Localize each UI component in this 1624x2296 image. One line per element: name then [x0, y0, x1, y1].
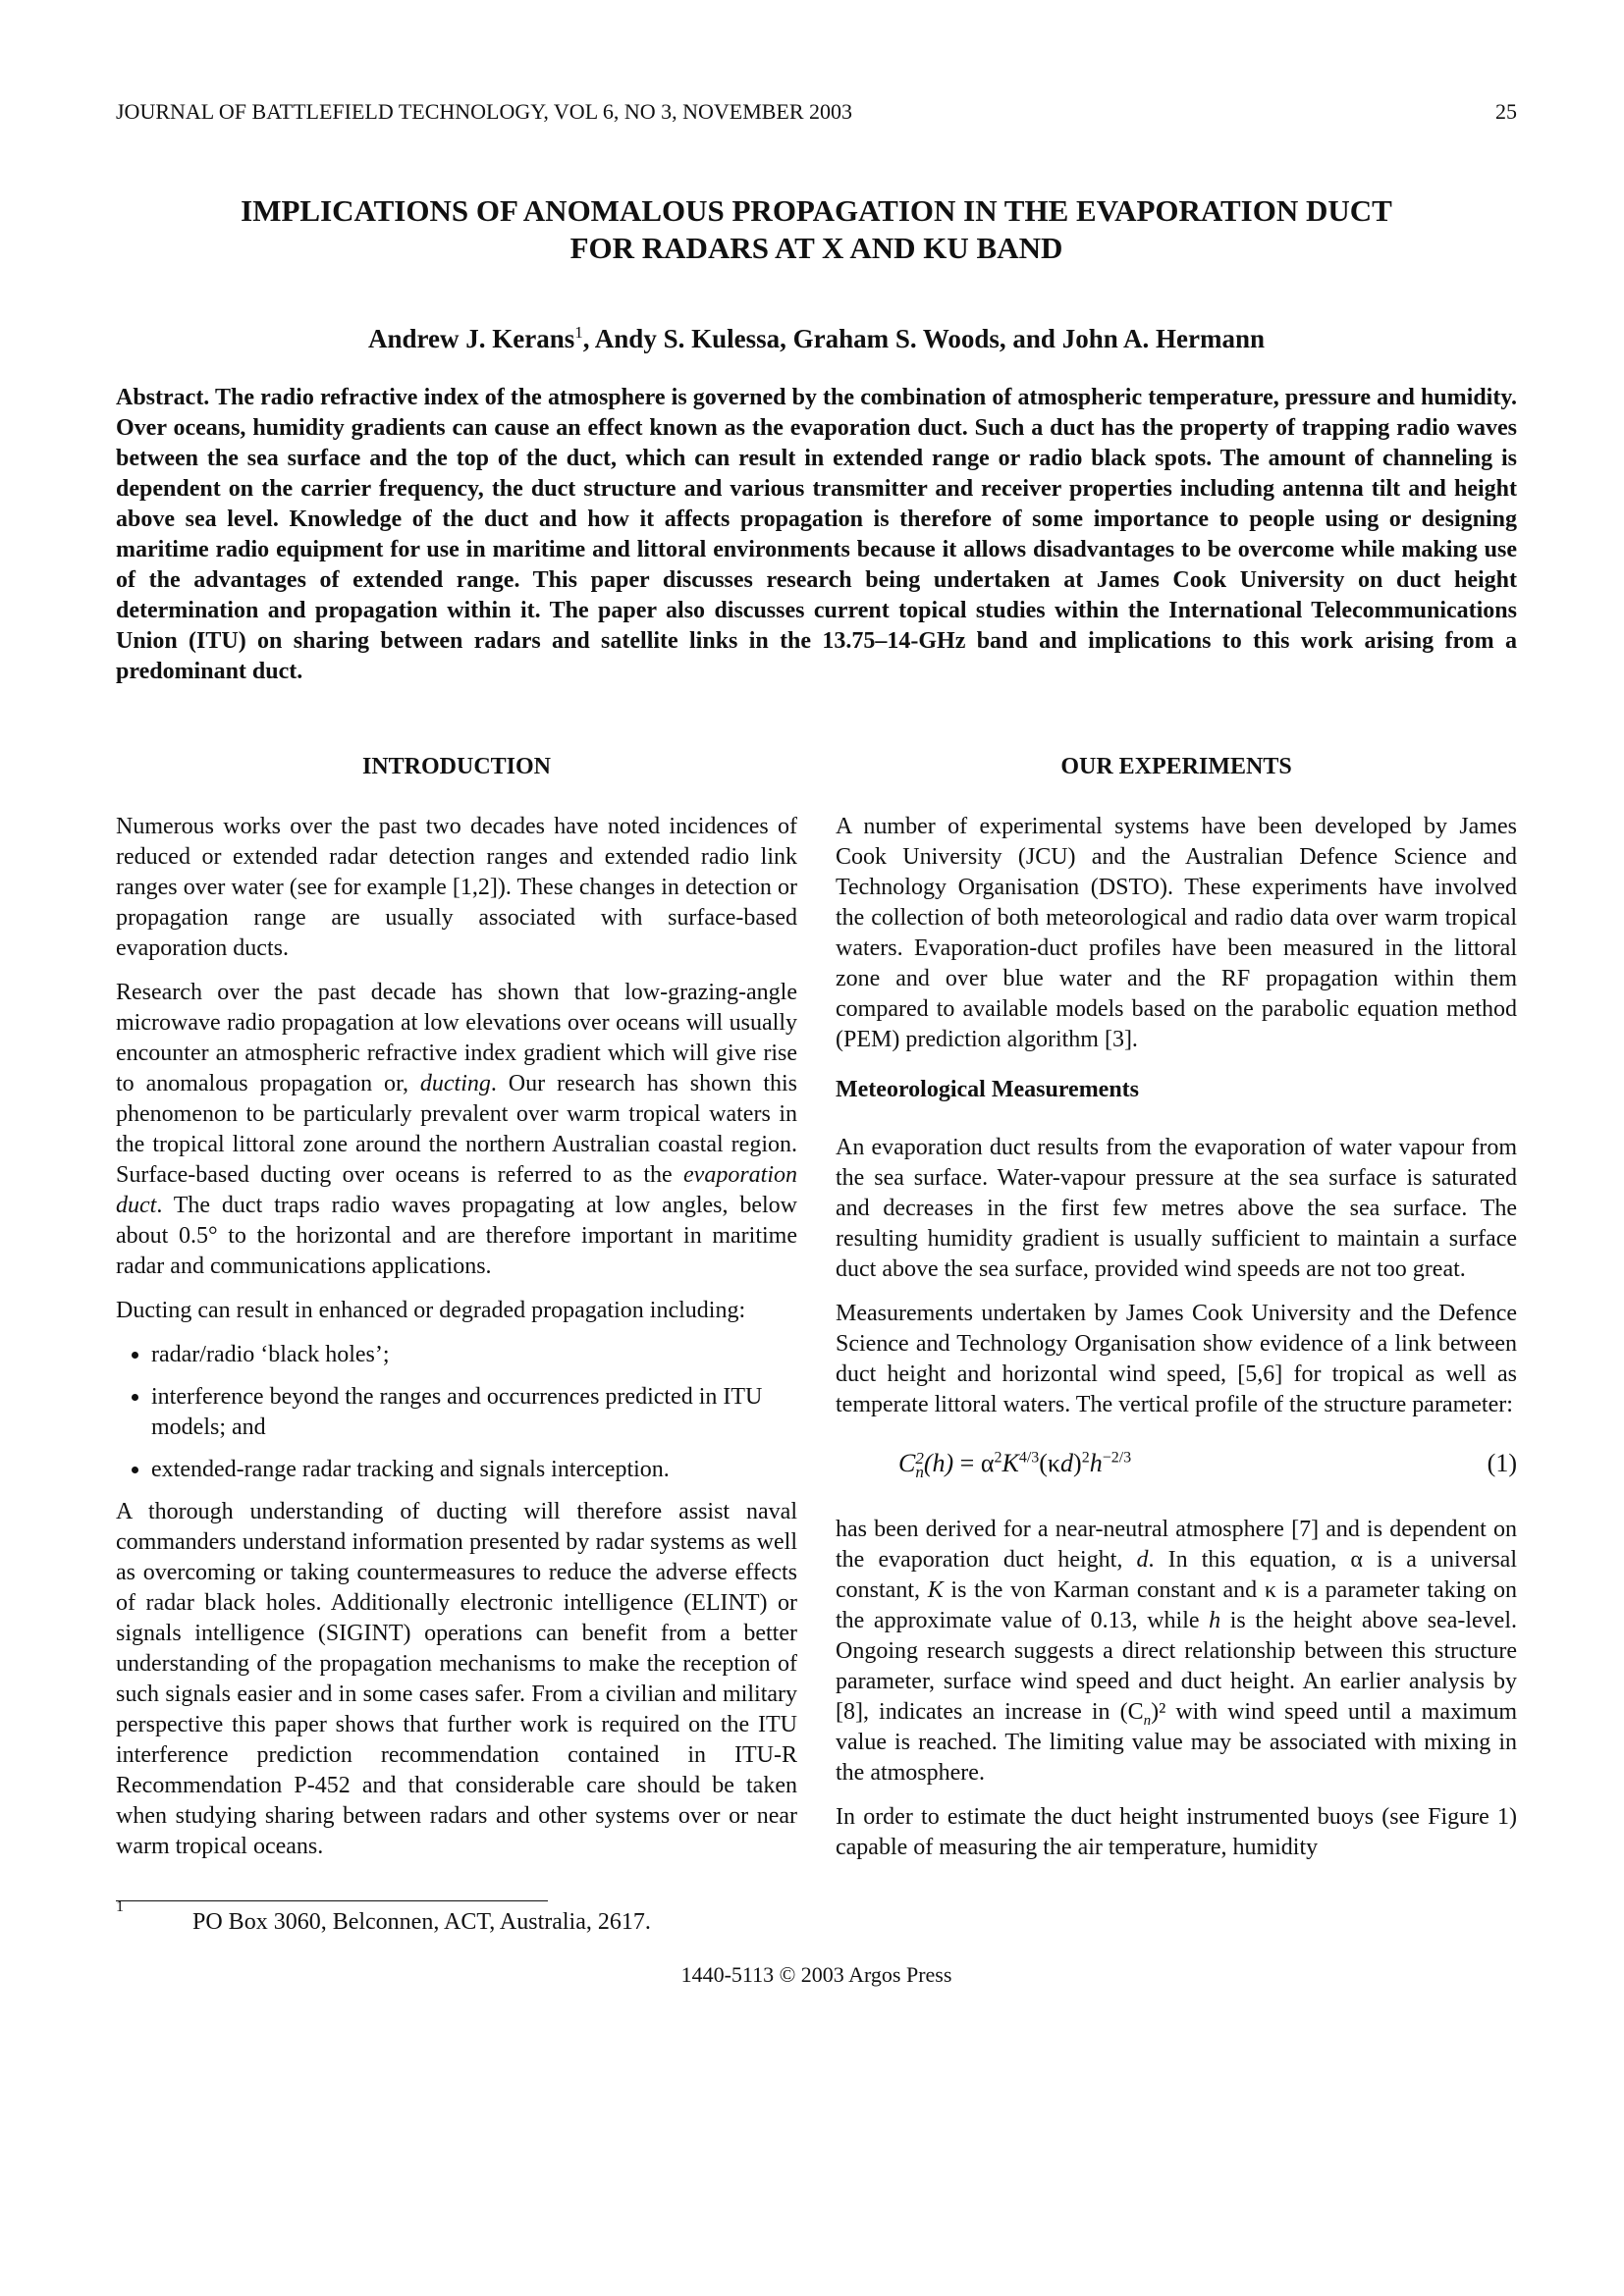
- body-columns: [116, 752, 1517, 1877]
- subheading: Meteorological Measurements: [836, 1077, 1140, 1102]
- footnote-mark: 1: [574, 323, 583, 342]
- left-column: [116, 752, 797, 1876]
- list-item: • interference beyond the ranges and occurrences predicted in ITU models; and: [151, 1382, 797, 1443]
- experiments-paragraph: has been derived for a near-neutral atmosphere [7] and is dependent on the evaporation duct height, d. In this equation, α is a universal constant, K is the von Karman constant and κ is a parameter taking on the approximate value of 0.13, while h is the height above sea-level. Ongoing research suggests a direct relationship between this structure parameter, surface wind speed and duct height. An earlier analysis by [8], indicates an increase in $(C_n)^2$ with wind speed until a maximum value is reached. The limiting value may be associated with mixing in the atmosphere.: [836, 1517, 1517, 1786]
- footnote: [116, 1898, 1517, 1938]
- author-rest: , Andy S. Kulessa, Graham S. Woods, and John A. Hermann: [582, 324, 1265, 353]
- intro-paragraph: Ducting can result in enhanced or degraded propagation including:: [116, 1298, 746, 1323]
- list-item: • extended-range radar tracking and signals interception.: [151, 1455, 797, 1485]
- bullet-list: [116, 1340, 797, 1485]
- page-footer: 1440-5113 © 2003 Argos Press: [680, 1962, 952, 1987]
- authors: [116, 322, 1517, 355]
- equation-number: (1): [1487, 1449, 1517, 1477]
- footnote-number: 1: [116, 1898, 124, 1915]
- intro-paragraph: A thorough understanding of ducting will therefore assist naval commanders understand information presented by radar systems as well as overcoming or taking countermeasures to reduce the adverse effects of radar black holes. Additionally electronic intelligence (ELINT) or signals intelligence (SIGINT) operations can benefit from a better understanding of the propagation mechanisms to make the reception of such signals easier and in some cases safer. From a civilian and military perspective this paper shows that further work is required on the ITU interference prediction recommendation contained in ITU-R Recommendation P-452 and that considerable care should be taken when studying sharing between radars and other systems over or near warm tropical oceans.: [116, 1499, 797, 1859]
- running-header: [116, 98, 1517, 126]
- intro-heading: INTRODUCTION: [361, 754, 552, 779]
- abstract: Abstract. The radio refractive index of the atmosphere is governed by the combination of atmospheric temperature, pressure and humidity. Over oceans, humidity gradients can cause an effect known as the evaporation duct. Such a duct has the property of trapping radio waves between the sea surface and the top of the duct, which can result in extended range or radio black spots. The amount of channeling is dependent on the carrier frequency, the duct structure and various transmitter and receiver properties including antenna tilt and height above sea level. Knowledge of the duct and how it affects propagation is therefore of some importance to people using or designing maritime radio equipment for use in maritime and littoral environments because it allows disadvantages to be overcome while making use of the advantages of extended range. This paper discusses research being undertaken at James Cook University on duct height determination and propagation within it. The paper also discusses current topical studies within the International Telecommunications Union (ITU) on sharing between radars and satellite links in the 13.75–14-GHz band and implications to this work arising from a predominant duct.: [116, 385, 1517, 684]
- title-line-2: FOR RADARS AT X AND KU BAND: [569, 231, 1063, 265]
- title-line-1: IMPLICATIONS OF ANOMALOUS PROPAGATION IN THE EVAPORATION DUCT: [241, 193, 1392, 228]
- list-item: • radar/radio ‘black holes’;: [151, 1340, 797, 1370]
- author-first: Andrew J. Kerans: [368, 324, 575, 353]
- intro-paragraph: Research over the past decade has shown that low-grazing-angle microwave radio propagation at low elevations over oceans will usually encounter an atmospheric refractive index gradient which will give rise to anomalous propagation or, ducting. Our research has shown this phenomenon to be particularly prevalent over warm tropical waters in the tropical littoral zone around the northern Australian coastal region. Surface-based ducting over oceans is referred to as the evaporation duct. The duct traps radio waves propagating at low angles, below about 0.5° to the horizontal and are therefore important in maritime radar and communications applications.: [116, 980, 797, 1279]
- right-column: [836, 752, 1517, 1877]
- equation-formula: C 2 n $(h) = \alpha^2K^{4/3}(\kappa d)^2h^{-2/3}$: [898, 1449, 1132, 1482]
- footnote-divider: [116, 1900, 548, 1901]
- experiments-paragraph: In order to estimate the duct height instrumented buoys (see Figure 1) capable of measuring the air temperature, humidity: [836, 1804, 1517, 1860]
- experiments-paragraph: A number of experimental systems have been developed by James Cook University (JCU) and the Australian Defence Science and Technology Organisation (DSTO). These experiments have involved the collection of both meteorological and radio data over warm tropical waters. Evaporation-duct profiles have been measured in the littoral zone and over blue water and the RF propagation within them compared to available models based on the parabolic equation method (PEM) prediction algorithm [3].: [836, 814, 1517, 1052]
- equation-1: [836, 1442, 1517, 1485]
- experiments-heading: OUR EXPERIMENTS: [1060, 754, 1292, 779]
- footnote-text: PO Box 3060, Belconnen, ACT, Australia, 2617.: [192, 1909, 651, 1935]
- experiments-paragraph: An evaporation duct results from the evaporation of water vapour from the sea surface. Water-vapour pressure at the sea surface is saturated and decreases in the first few metres above the sea surface. The resulting humidity gradient is usually sufficient to maintain a surface duct above the sea surface, provided wind speeds are not too great.: [836, 1135, 1517, 1282]
- journal-name: JOURNAL OF BATTLEFIELD TECHNOLOGY, VOL 6, NO 3, NOVEMBER 2003: [116, 99, 853, 124]
- experiments-paragraph: Measurements undertaken by James Cook University and the Defence Science and Technology Organisation show evidence of a link between duct height and horizontal wind speed, [5,6] for tropical as well as temperate littoral waters. The vertical profile of the structure parameter:: [836, 1301, 1517, 1417]
- intro-paragraph: Numerous works over the past two decades have noted incidences of reduced or extended radar detection ranges and extended radio link ranges over water (see for example [1,2]). These changes in detection or propagation range are usually associated with surface-based evaporation ducts.: [116, 814, 797, 961]
- page-number: 25: [1495, 99, 1517, 124]
- paper-title: [116, 192, 1517, 267]
